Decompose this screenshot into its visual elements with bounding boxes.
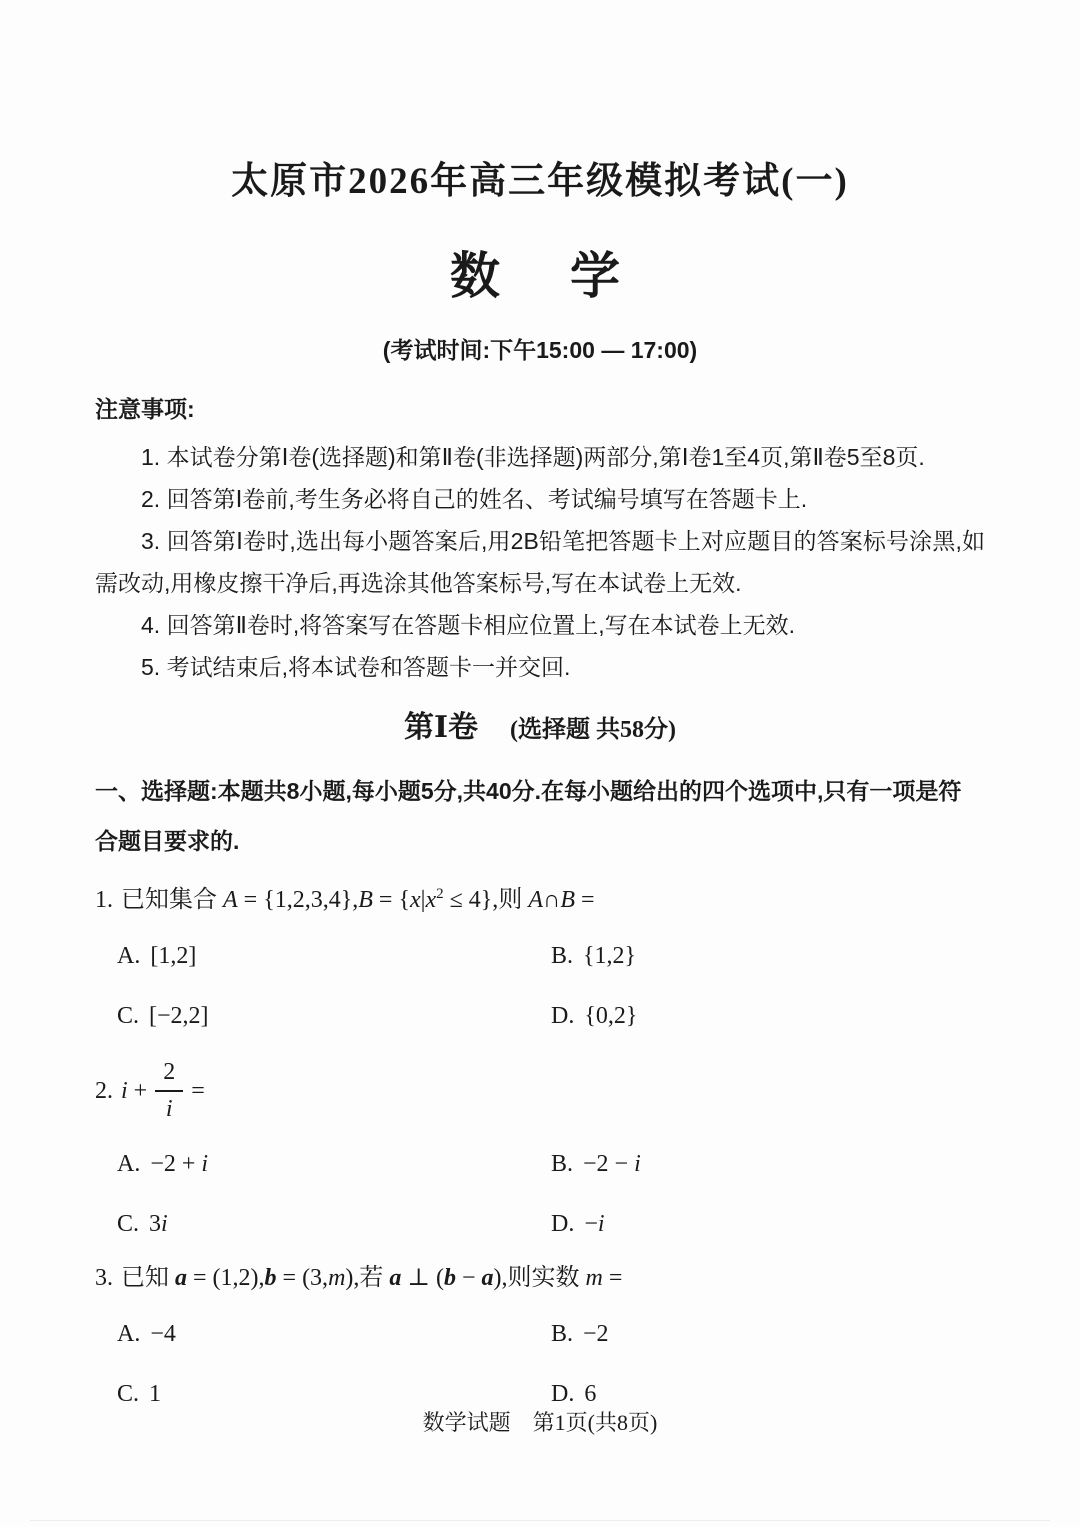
exam-title: 太原市2026年高三年级模拟考试(一): [231, 161, 849, 202]
mcq-intro-line-1: 一、选择题:本题共8小题,每小题5分,共40分.在每小题给出的四个选项中,只有一项是符: [95, 778, 962, 804]
option-c-value: [−2,2]: [149, 1003, 209, 1029]
notice-item-2: 2. 回答第Ⅰ卷前,考生务必将自己的姓名、考试编号填写在答题卡上.: [141, 486, 808, 512]
question-3-option-d: [551, 1378, 985, 1410]
option-a-label: A.: [117, 943, 141, 969]
option-d-label: D.: [551, 1380, 575, 1407]
option-d-value: 6: [584, 1380, 597, 1407]
question-1-option-c: [117, 1000, 551, 1032]
option-d-value: {0,2}: [584, 1003, 638, 1029]
notice-item-3: 3. 回答第Ⅰ卷时,选出每小题答案后,用2B铅笔把答题卡上对应题目的答案标号涂黑,如需改动,用橡皮擦干净后,再选涂其他答案标号,写在本试卷上无效.: [95, 528, 985, 596]
exam-subject: 数 学: [450, 248, 630, 304]
option-a-value: −2 + i: [150, 1150, 209, 1177]
question-2-stem-pre: i +: [121, 1077, 148, 1104]
option-c-label: C.: [117, 1210, 140, 1237]
option-a-label: A.: [117, 1150, 141, 1177]
fraction-numerator: 2: [155, 1058, 183, 1092]
option-c-value: 1: [149, 1380, 162, 1407]
question-3-number: 3.: [95, 1264, 113, 1291]
exam-time-note: (考试时间:下午15:00 — 17:00): [382, 337, 698, 363]
question-1: [95, 884, 985, 1032]
option-b-label: B.: [551, 1320, 574, 1347]
question-3-options: [95, 1318, 985, 1410]
question-1-option-d: [551, 1000, 985, 1032]
option-b-label: B.: [551, 943, 574, 969]
option-a-value: −4: [150, 1320, 176, 1347]
question-2-stem: [95, 1058, 985, 1124]
option-c-value: 3i: [149, 1210, 168, 1237]
option-c-label: C.: [117, 1003, 140, 1029]
question-3-option-b: [551, 1318, 985, 1350]
fraction: [155, 1058, 183, 1124]
volume-subtitle: (选择题 共58分): [510, 717, 677, 743]
notice-item-5: 5. 考试结束后,将本试卷和答题卡一并交回.: [141, 654, 571, 680]
question-2: [95, 1058, 985, 1240]
notice-list: [95, 436, 985, 688]
option-c-label: C.: [117, 1380, 140, 1407]
question-2-stem-post: =: [191, 1077, 205, 1104]
volume-title: 第Ⅰ卷: [403, 711, 479, 744]
question-1-options: [95, 940, 985, 1032]
question-3: [95, 1262, 985, 1410]
question-3-stem: [95, 1262, 985, 1294]
question-3-option-c: [117, 1378, 551, 1410]
question-3-stem-text: 已知 a = (1,2),b = (3,m),若 a ⊥ (b − a),则实数 m =: [121, 1264, 623, 1291]
section-heading: [95, 702, 985, 746]
option-b-label: B.: [551, 1150, 574, 1177]
option-b-value: {1,2}: [583, 943, 637, 969]
question-2-options: [95, 1148, 985, 1240]
question-1-stem-text: 已知集合 $A = \{1,2,3,4\},B = \{x|x^2 \le 4\}$,则 A∩B =: [121, 886, 595, 913]
option-b-value: −2 − i: [583, 1150, 641, 1177]
option-a-value: [1,2]: [150, 943, 197, 969]
option-d-label: D.: [551, 1003, 575, 1029]
question-1-stem: [95, 884, 985, 916]
page-footer: 数学试题 第1页(共8页): [422, 1410, 658, 1435]
question-1-number: 1.: [95, 887, 113, 913]
question-2-option-b: [551, 1148, 985, 1180]
option-d-value: −i: [584, 1210, 605, 1237]
notice-heading: 注意事项:: [95, 396, 195, 422]
fraction-denominator: i: [165, 1095, 173, 1122]
option-a-label: A.: [117, 1320, 141, 1347]
option-b-value: −2: [583, 1320, 609, 1347]
question-3-option-a: [117, 1318, 551, 1350]
question-1-option-a: [117, 940, 551, 972]
question-2-option-a: [117, 1148, 551, 1180]
question-2-option-d: [551, 1208, 985, 1240]
mcq-intro-line-2: 合题目要求的.: [95, 828, 240, 854]
question-2-number: 2.: [95, 1077, 113, 1104]
option-d-label: D.: [551, 1210, 575, 1237]
question-2-option-c: [117, 1208, 551, 1240]
notice-item-1: 1. 本试卷分第Ⅰ卷(选择题)和第Ⅱ卷(非选择题)两部分,第Ⅰ卷1至4页,第Ⅱ卷5至8页.: [141, 444, 925, 470]
notice-item-4: 4. 回答第Ⅱ卷时,将答案写在答题卡相应位置上,写在本试卷上无效.: [141, 612, 796, 638]
question-1-option-b: [551, 940, 985, 972]
